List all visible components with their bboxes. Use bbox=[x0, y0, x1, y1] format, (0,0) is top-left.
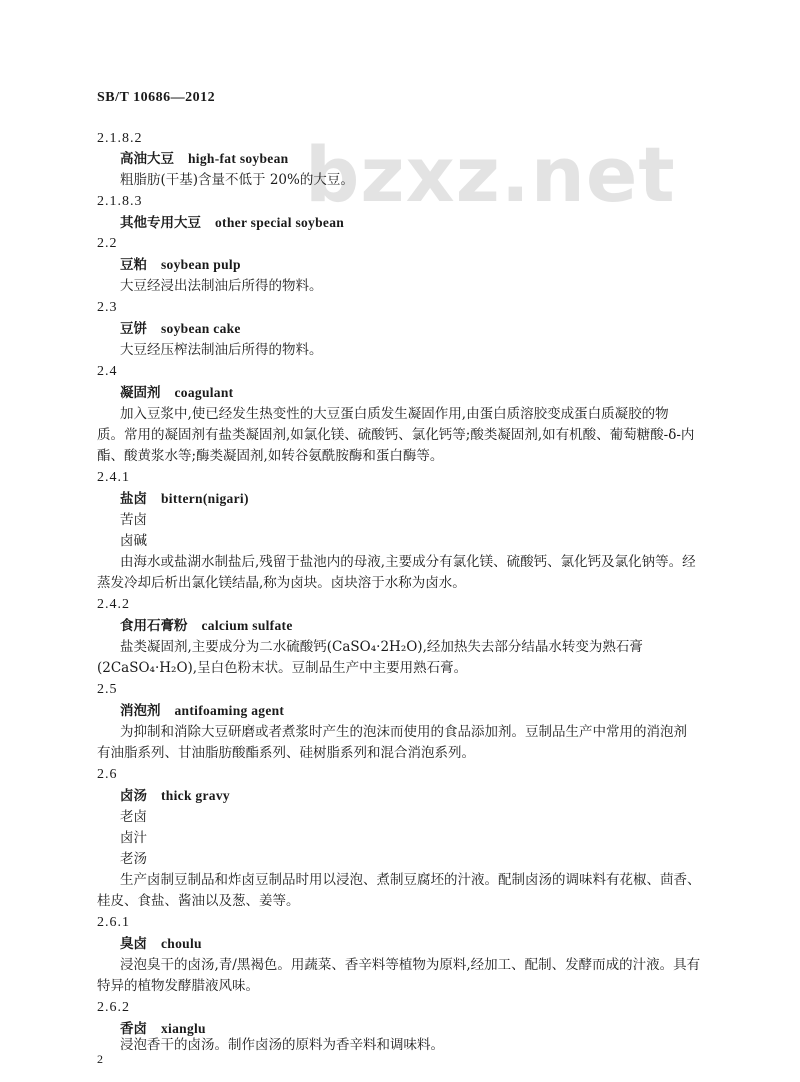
term-english: other special soybean bbox=[215, 215, 345, 230]
definition-text: 浸泡臭干的卤汤,青/黑褐色。用蔬菜、香辛料等植物为原料,经加工、配制、发酵而成的汁液。具有 bbox=[120, 957, 701, 973]
clause-number: 2.5 bbox=[97, 682, 118, 697]
definition-text: 有油脂系列、甘油脂肪酸酯系列、硅树脂系列和混合消泡系列。 bbox=[97, 745, 475, 761]
definition-text: (2CaSO₄·H₂O),呈白色粉末状。豆制品生产中主要用熟石膏。 bbox=[97, 660, 468, 676]
term-chinese: 消泡剂 bbox=[120, 703, 161, 719]
synonym: 老汤 bbox=[120, 851, 147, 867]
term-english: soybean pulp bbox=[161, 257, 241, 272]
term-english: thick gravy bbox=[161, 788, 230, 803]
definition-text: 由海水或盐湖水制盐后,残留于盐池内的母液,主要成分有氯化镁、硫酸钙、氯化钙及氯化钠等。经 bbox=[120, 554, 696, 570]
standard-code-header: SB/T 10686—2012 bbox=[97, 90, 216, 105]
clause-number: 2.4.1 bbox=[97, 470, 130, 485]
term-chinese: 食用石膏粉 bbox=[120, 618, 188, 634]
clause-number: 2.6 bbox=[97, 767, 118, 782]
clause-number: 2.4 bbox=[97, 364, 118, 379]
clause-number: 2.3 bbox=[97, 300, 118, 315]
clause-number: 2.1.8.3 bbox=[97, 194, 143, 209]
synonym: 苦卤 bbox=[120, 512, 147, 528]
definition-text: 为抑制和消除大豆研磨或者煮浆时产生的泡沫而使用的食品添加剂。豆制品生产中常用的消泡剂 bbox=[120, 724, 687, 740]
clause-number: 2.4.2 bbox=[97, 597, 130, 612]
definition-text: 大豆经浸出法制油后所得的物料。 bbox=[120, 278, 323, 294]
term-english: xianglu bbox=[161, 1021, 206, 1036]
term-english: coagulant bbox=[174, 385, 234, 400]
definition-text: 酯、酸黄浆水等;酶类凝固剂,如转谷氨酰胺酶和蛋白酶等。 bbox=[97, 448, 444, 464]
term-heading bbox=[120, 384, 233, 402]
definition-text: 粗脂肪(干基)含量不低于 20%的大豆。 bbox=[120, 172, 354, 188]
definition-text: 浸泡香干的卤汤。制作卤汤的原料为香辛料和调味料。 bbox=[120, 1037, 444, 1053]
term-english: calcium sulfate bbox=[201, 618, 293, 633]
term-chinese: 卤汤 bbox=[120, 788, 147, 804]
synonym: 卤汁 bbox=[120, 830, 147, 846]
term-english: antifoaming agent bbox=[174, 703, 285, 718]
term-heading bbox=[120, 935, 202, 953]
term-chinese: 高油大豆 bbox=[120, 151, 174, 167]
term-english: high-fat soybean bbox=[188, 151, 289, 166]
term-chinese: 香卤 bbox=[120, 1021, 147, 1037]
term-chinese: 盐卤 bbox=[120, 491, 147, 507]
term-heading bbox=[120, 490, 249, 508]
clause-number: 2.6.2 bbox=[97, 1000, 130, 1015]
term-chinese: 豆粕 bbox=[120, 257, 147, 273]
synonym: 卤碱 bbox=[120, 533, 147, 549]
definition-text: 桂皮、食盐、酱油以及葱、姜等。 bbox=[97, 893, 300, 909]
term-chinese: 凝固剂 bbox=[120, 385, 161, 401]
clause-number: 2.6.1 bbox=[97, 915, 130, 930]
term-heading bbox=[120, 256, 241, 274]
definition-text: 大豆经压榨法制油后所得的物料。 bbox=[120, 342, 323, 358]
definition-text: 加入豆浆中,使已经发生热变性的大豆蛋白质发生凝固作用,由蛋白质溶胶变成蛋白质凝胶的物 bbox=[120, 406, 669, 422]
term-heading bbox=[120, 150, 288, 168]
synonym: 老卤 bbox=[120, 809, 147, 825]
term-english: soybean cake bbox=[161, 321, 241, 336]
term-heading bbox=[120, 702, 284, 720]
page-number: 2 bbox=[97, 1052, 103, 1066]
definition-text: 蒸发冷却后析出氯化镁结晶,称为卤块。卤块溶于水称为卤水。 bbox=[97, 575, 466, 591]
term-heading bbox=[120, 320, 241, 338]
clause-number: 2.1.8.2 bbox=[97, 131, 143, 146]
term-chinese: 其他专用大豆 bbox=[120, 215, 201, 231]
term-heading bbox=[120, 214, 344, 232]
definition-text: 盐类凝固剂,主要成分为二水硫酸钙(CaSO₄·2H₂O),经加热失去部分结晶水转变为熟石膏 bbox=[120, 639, 643, 655]
watermark: bzxz.net bbox=[305, 130, 676, 219]
term-heading bbox=[120, 787, 230, 805]
definition-text: 特异的植物发酵腊液风味。 bbox=[97, 978, 259, 994]
term-english: choulu bbox=[161, 936, 202, 951]
term-chinese: 豆饼 bbox=[120, 321, 147, 337]
term-heading bbox=[120, 617, 293, 635]
term-chinese: 臭卤 bbox=[120, 936, 147, 952]
term-english: bittern(nigari) bbox=[161, 491, 249, 506]
definition-text: 质。常用的凝固剂有盐类凝固剂,如氯化镁、硫酸钙、氯化钙等;酸类凝固剂,如有机酸、葡萄糖酸-δ-内 bbox=[97, 427, 695, 443]
definition-text: 生产卤制豆制品和炸卤豆制品时用以浸泡、煮制豆腐坯的汁液。配制卤汤的调味料有花椒、茴香、 bbox=[120, 872, 701, 888]
clause-number: 2.2 bbox=[97, 236, 118, 251]
